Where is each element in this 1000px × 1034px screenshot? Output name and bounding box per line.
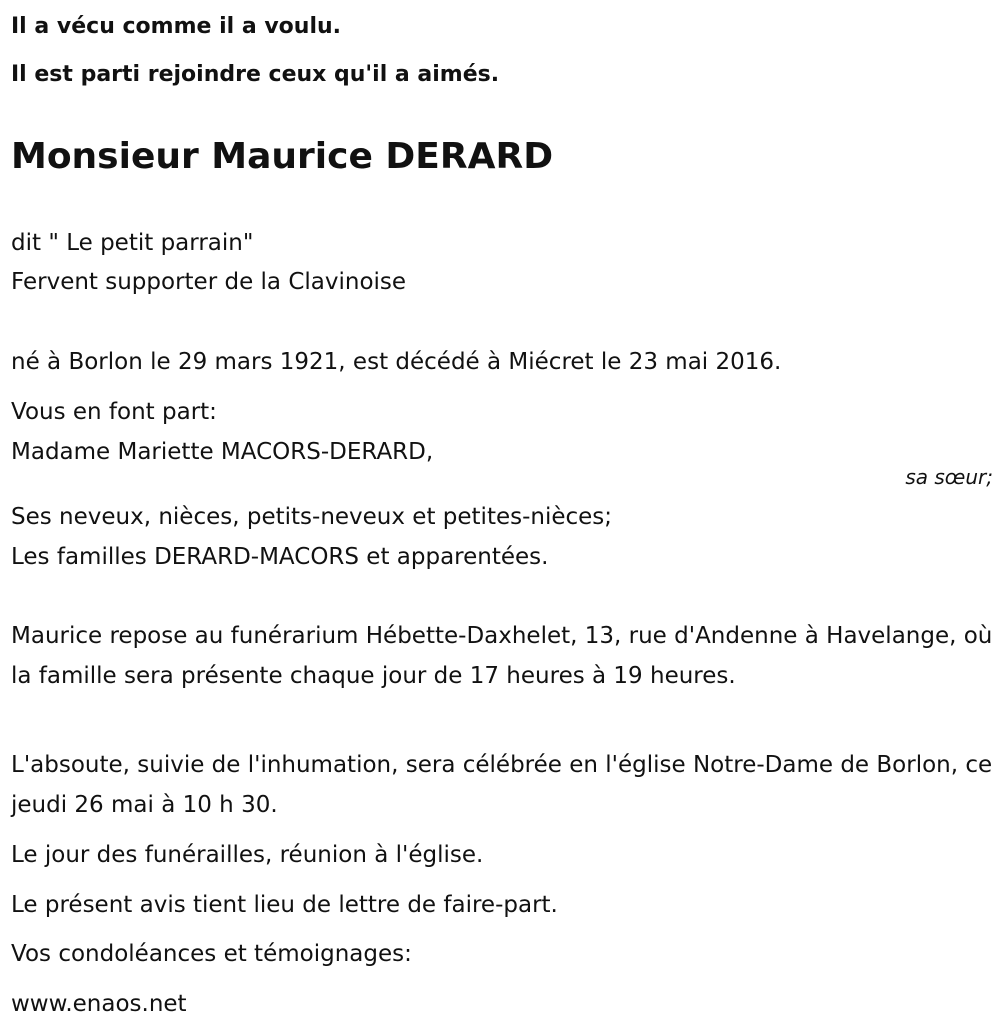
families-text: Les familles DERARD-MACORS et apparentées. — [11, 544, 549, 570]
announcers-intro: Vous en font part: — [11, 399, 217, 425]
funeral-repose-text: Maurice repose au funérarium Hébette-Daxhelet, 13, rue d'Andenne à Havelange, où la famille sera présente chaque jour de 17 heures à 19 heures. — [11, 623, 993, 689]
funeral-ceremony-text: L'absoute, suivie de l'inhumation, sera célébrée en l'église Notre-Dame de Borlon, ce jeudi 26 mai à 10 h 30. — [11, 752, 993, 818]
funeral-meeting-text: Le jour des funérailles, réunion à l'église. — [11, 842, 484, 868]
deceased-name: Monsieur Maurice DERARD — [11, 136, 554, 177]
sister-name: Madame Mariette MACORS-DERARD, — [11, 439, 434, 465]
notice-text: Le présent avis tient lieu de lettre de faire-part. — [11, 892, 558, 918]
obituary-notice — [11, 0, 993, 1034]
website-link[interactable]: www.enaos.net — [11, 991, 187, 1017]
epitaph-line-1: Il a vécu comme il a voulu. — [11, 14, 342, 39]
epitaph-line-2: Il est parti rejoindre ceux qu'il a aimés. — [11, 62, 500, 87]
relatives-text: Ses neveux, nièces, petits-neveux et petites-nièces; — [11, 504, 613, 530]
deceased-nickname: dit " Le petit parrain" — [11, 230, 254, 256]
birth-death-text: né à Borlon le 29 mars 1921, est décédé à Miécret le 23 mai 2016. — [11, 349, 782, 375]
condolences-label: Vos condoléances et témoignages: — [11, 941, 412, 967]
deceased-description: Fervent supporter de la Clavinoise — [11, 269, 407, 295]
sister-role: sa sœur; — [905, 465, 993, 489]
